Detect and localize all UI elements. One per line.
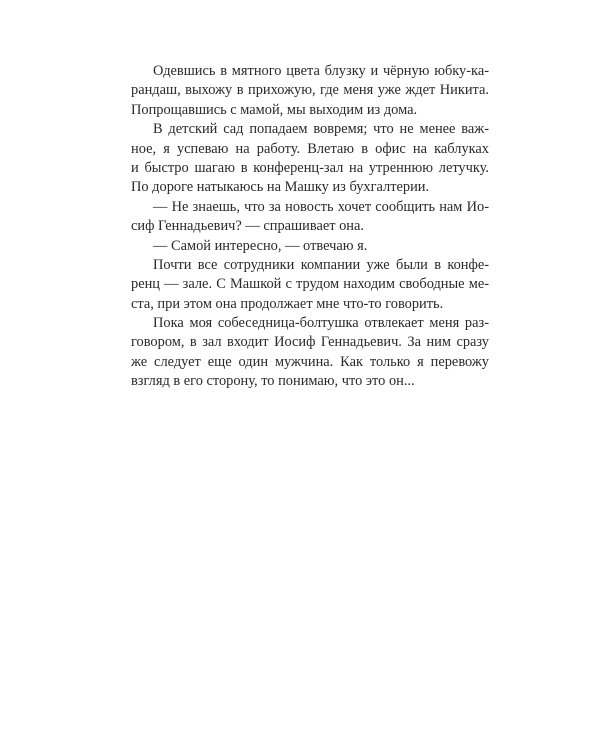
text-line: ста, при этом она продолжает мне что-то говорить. (131, 295, 444, 312)
text-line: сиф Геннадьевич? — спрашивает она. (131, 218, 364, 235)
text-line: говором, в зал входит Иосиф Геннадьевич. За ним сразу (131, 334, 489, 351)
paragraph (131, 62, 489, 120)
paragraph (131, 314, 489, 392)
text-line: ренц — зале. С Машкой с трудом находим свободные ме- (131, 276, 489, 293)
text-line: — Самой интересно, — отвечаю я. (153, 237, 368, 254)
body-text (131, 62, 489, 392)
text-line: Пока моя собеседница-болтушка отвлекает меня раз- (153, 315, 489, 332)
text-line: же следует еще один мужчина. Как только я перевожу (131, 353, 489, 370)
text-line: Одевшись в мятного цвета блузку и чёрную юбку-ка- (153, 63, 489, 79)
paragraph (131, 120, 489, 198)
text-line: взгляд в его сторону, то понимаю, что это он... (131, 373, 415, 390)
text-line: и быстро шагаю в конференц-зал на утреннюю летучку. (131, 159, 489, 176)
paragraph (131, 256, 489, 314)
text-line: В детский сад попадаем вовремя; что не менее важ- (153, 121, 489, 138)
paragraph (131, 198, 489, 237)
text-line: Почти все сотрудники компании уже были в конфе- (153, 256, 489, 273)
text-line: ное, я успеваю на работу. Влетаю в офис на каблуках (131, 140, 489, 157)
text-line: Попрощавшись с мамой, мы выходим из дома. (131, 101, 418, 118)
paragraph (131, 237, 489, 256)
text-line: По дороге натыкаюсь на Машку из бухгалтерии. (131, 179, 430, 196)
text-line: рандаш, выхожу в прихожую, где меня уже ждет Никита. (131, 82, 489, 99)
text-line: — Не знаешь, что за новость хочет сообщить нам Ио- (153, 198, 489, 215)
